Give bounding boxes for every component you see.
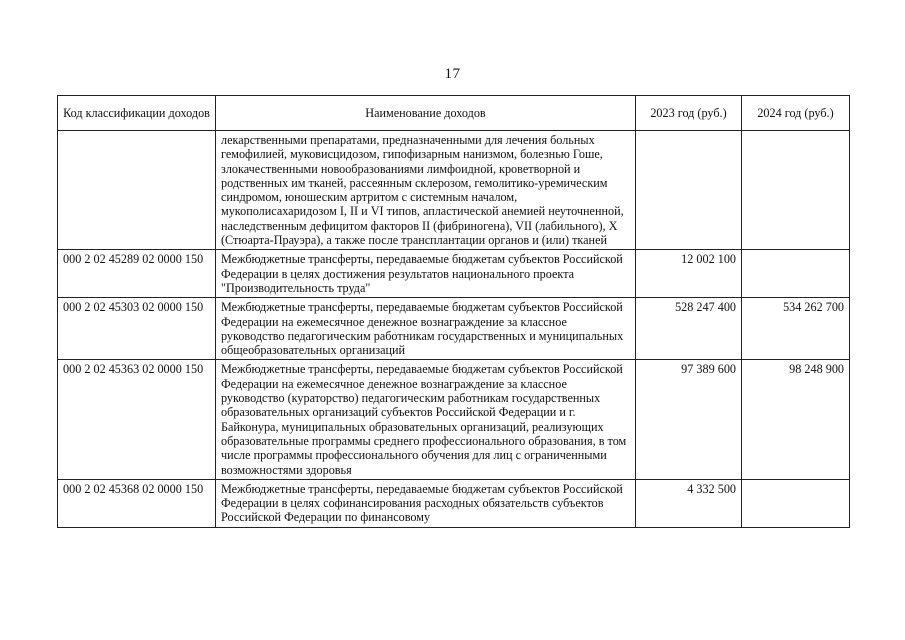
row-code: 000 2 02 45363 02 0000 150 <box>58 360 216 479</box>
row-name: Межбюджетные трансферты, передаваемые бюджетам субъектов Российской Федерации на ежемесячное денежное вознаграждение за классное руководство педагогическим работникам государственных и муниципальных общеобразовательных организаций <box>216 298 636 360</box>
table-row <box>58 250 850 298</box>
header-year-2024: 2024 год (руб.) <box>742 96 850 131</box>
table-row <box>58 298 850 360</box>
table-row <box>58 131 850 250</box>
header-year-2023: 2023 год (руб.) <box>636 96 742 131</box>
page-number: 17 <box>444 66 461 82</box>
row-code <box>58 131 216 250</box>
row-code: 000 2 02 45303 02 0000 150 <box>58 298 216 360</box>
row-code: 000 2 02 45368 02 0000 150 <box>58 479 216 527</box>
row-amount-2023: 97 389 600 <box>636 360 742 479</box>
row-amount-2023 <box>636 131 742 250</box>
row-amount-2024 <box>742 131 850 250</box>
row-amount-2024 <box>742 479 850 527</box>
row-name: Межбюджетные трансферты, передаваемые бюджетам субъектов Российской Федерации в целях достижения результатов национального проекта "Производительность труда" <box>216 250 636 298</box>
row-amount-2023: 4 332 500 <box>636 479 742 527</box>
table-row <box>58 360 850 479</box>
header-name: Наименование доходов <box>216 96 636 131</box>
row-name: Межбюджетные трансферты, передаваемые бюджетам субъектов Российской Федерации в целях софинансирования расходных обязательств субъектов Российской Федерации по финансовому <box>216 479 636 527</box>
income-table <box>57 95 850 528</box>
row-amount-2024 <box>742 250 850 298</box>
row-amount-2023: 12 002 100 <box>636 250 742 298</box>
row-name: лекарственными препаратами, предназначенными для лечения больных гемофилией, муковисцидозом, гипофизарным нанизмом, болезнью Гоше, злокачественными новообразованиями лимфоидной, кроветворной и родственных им тканей, рассеянным склерозом, гемолитико-уремическим синдромом, юношеским артритом с системным началом, мукополисахаридозом I, II и VI типов, апластической анемией неуточненной, наследственным дефицитом факторов II (фибриногена), VII (лабильного), X (Стюарта-Прауэра), а также после трансплантации органов и (или) тканей <box>216 131 636 250</box>
row-amount-2024: 534 262 700 <box>742 298 850 360</box>
row-amount-2023: 528 247 400 <box>636 298 742 360</box>
row-amount-2024: 98 248 900 <box>742 360 850 479</box>
row-name: Межбюджетные трансферты, передаваемые бюджетам субъектов Российской Федерации на ежемесячное денежное вознаграждение за классное руководство (кураторство) педагогическим работникам государственных образовательных организаций субъектов Российской Федерации и г. Байконура, муниципальных образовательных организаций, реализующих образовательные программы среднего профессионального образования, в том числе программы профессионального обучения для лиц с ограниченными возможностями здоровья <box>216 360 636 479</box>
table-header-row <box>58 96 850 131</box>
header-code: Код классификации доходов <box>58 96 216 131</box>
table-row <box>58 479 850 527</box>
row-code: 000 2 02 45289 02 0000 150 <box>58 250 216 298</box>
